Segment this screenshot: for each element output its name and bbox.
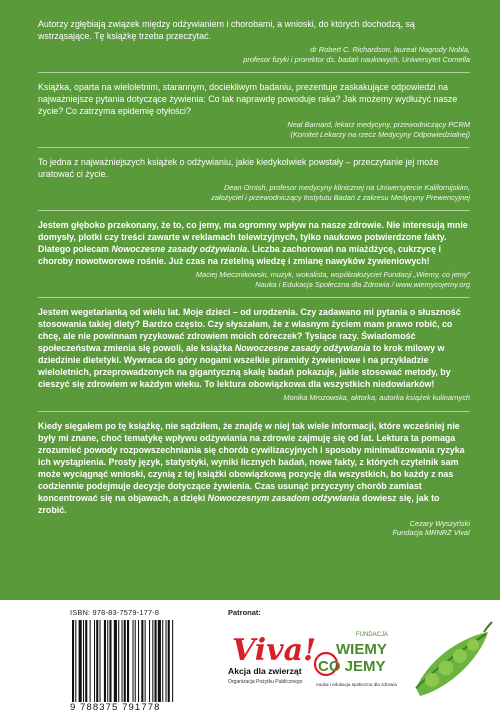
blurb-quote: Książka, oparta na wieloletnim, starannym, dociekliwym badaniu, prezentuje zaskakujące odpowiedzi na najważniejsze pytania dotyczące żywienia: Co tak naprawdę powoduje raka? Jak możemy wydłużyć nasze życie? Co zatrzyma epidemię otyłości? [38, 82, 458, 116]
blurb-quote: Jestem wegetarianką od wielu lat. Moje dzieci – od urodzenia. Czy zadawano mi pytania o słuszność stosowania takiej diety? Bardzo często. Czy słyszałam, że z własnym życiem mam prawo robić, co chcę, ale nie powinnam ryzykować zdrowiem moich córeczek? Tysiące razy. Świadomość społeczeństwa zmienia się powoli, ale książka Nowoczesne zasady odżywiania to krok milowy w dziedzinie dietetyki. Wywraca do góry nogami wszelkie piramidy żywieniowe i na przykładzie wieloletnich, przeprowadzonych na gigantyczną skalę badań pokazuje, jakie stosować metody, by cieszyć się zdrowiem w każdym wieku. To lektura obowiązkowa dla wszystkich niedowiarków! [38, 307, 461, 389]
blurb-attribution: Dean Ornish, profesor medycyny klinicznej na Uniwersytecie Kalifornijskim, założyciel i przewodniczący Instytutu Badań z zakresu Medycyny Prewencyjnej [211, 183, 470, 202]
blurb-attribution: Neal Barnard, lekarz medycyny, przewodniczący PCRM (Komitet Lekarzy na rzecz Medycyny Odpowiedzialnej) [287, 120, 470, 139]
barcode-bar [83, 620, 84, 702]
blurb-attribution: Maciej Miecznikowski, muzyk, wokalista, współzałożyciel Fundacji „Wiemy, co jemy” Nauka i Edukacja Społeczna dla Zdrowia / www.wiemycojemy.org [195, 270, 470, 289]
barcode-bar [118, 620, 119, 702]
blurb-quote: To jedna z najważniejszych książek o odżywianiu, jakie kiedykolwiek powstały – przeczytanie jej może uratować ci życie. [38, 157, 439, 179]
blurb-barnard [38, 81, 470, 139]
barcode-bar [127, 620, 129, 702]
barcode-bar [155, 620, 157, 702]
barcode-bar [133, 620, 134, 702]
blurb-attribution: Cezary Wyszyński Fundacja MRNRZ Viva! [392, 518, 470, 537]
barcode-bar [124, 620, 126, 702]
barcode-bar [72, 620, 74, 702]
divider [38, 297, 470, 298]
barcode-bar [145, 620, 146, 702]
barcode-bar [149, 620, 150, 702]
wiemy-co-jemy-logo-icon [312, 624, 404, 696]
barcode-bar [79, 620, 82, 702]
barcode-bar [172, 620, 173, 702]
barcode-bar [75, 620, 76, 702]
barcode-bar [158, 620, 161, 702]
barcode-bar [94, 620, 95, 702]
isbn-label: ISBN: 978-83-7579-177-8 [70, 608, 160, 617]
wiemy-word2: CO JEMY [318, 658, 386, 675]
barcode-bar [107, 620, 108, 702]
barcode-bar [135, 620, 136, 702]
wiemy-word1: WIEMY [336, 641, 387, 658]
barcode-digits: 9 788375 791778 [70, 702, 161, 713]
blurb-quote: Kiedy sięgałem po tę książkę, nie sądziłem, że znajdę w niej tak wiele informacji, które wcześniej nie były mi znane, choć tematykę wpływu odżywiania na zdrowie zajmuję się od lat. Lektura ta pomaga zrozumieć powody rozpowszechniania się chorób cywilizacyjnych i sposoby minimalizowania ryzyka ich wystąpienia. Prosty język, statystyki, wyniki licznych badań, nowe fakty, z których czytelnik sam może wyciągnąć wnioski, czynią z tej książki obowiązkową pozycję dla wszystkich, bo każdy z nas codziennie podejmuje decyzje dotyczące żywienia. Czas usunąć przyczyny chorób zamiast koncentrować się na objawach, a dzięki Nowoczesnym zasadom odżywiania dowiesz się, jak to zrobić. [38, 420, 465, 515]
pea-pod-icon [410, 618, 492, 708]
divider [38, 147, 470, 148]
viva-wordmark: Viva! [232, 633, 317, 668]
blurb-mrozowska [38, 306, 470, 403]
barcode-bar [96, 620, 98, 702]
wiemy-sub: nauka i edukacja społeczna dla zdrowia [316, 682, 397, 687]
blurb-quote: Autorzy zgłębiają związek między odżywianiem i chorobami, a wnioski, do których dochodzą, są wstrząsające. Tę książkę trzeba przeczytać. [38, 19, 415, 41]
viva-org: Organizacja Pożytku Publicznego [228, 679, 303, 685]
barcode-bar [100, 620, 101, 702]
viva-logo-icon [224, 622, 317, 700]
divider [38, 210, 470, 211]
barcode-bar [104, 620, 106, 702]
divider [38, 72, 470, 73]
wiemy-fundacja: FUNDACJA [356, 632, 389, 638]
viva-tagline: Akcja dla zwierząt [228, 666, 302, 676]
blurb-miecznikowski [38, 219, 470, 289]
divider [38, 411, 470, 412]
barcode-bar [138, 620, 139, 702]
blurb-attribution: dr Robert C. Richardson, laureat Nagrody Nobla, profesor fizyki i prorektor ds. badań naukowych, Uniwersytet Cornella [243, 45, 470, 64]
barcode-bar [114, 620, 117, 702]
blurb-richardson [38, 18, 470, 64]
barcode-bar [85, 620, 87, 702]
barcode-bar [122, 620, 123, 702]
blurb-attribution: Monika Mrozowska, aktorka, autorka książek kulinarnych [283, 393, 470, 402]
barcode-bar [168, 620, 170, 702]
barcode-bar [166, 620, 167, 702]
barcode-bar [90, 620, 91, 702]
blurb-ornish [38, 156, 470, 202]
barcode-bar [141, 620, 143, 702]
isbn-block [70, 608, 210, 716]
barcode-icon [70, 620, 210, 702]
barcode-bar [109, 620, 111, 702]
blurb-wyszynski [38, 420, 470, 538]
blurb-quote: Jestem głęboko przekonany, że to, co jemy, ma ogromny wpływ na nasze zdrowie. Nie interesują mnie domysły, plotki czy treści zawarte w reklamach telewizyjnych, tylko naukowo potwierdzone fakty. Dlatego polecam Nowoczesne zasady odżywiania. Liczba zachorowań na miażdżycę, cukrzycę i choroby nowotworowe rośnie. Już czas na rzetelną wiedzę i zmianę nawyków żywieniowych! [38, 220, 468, 266]
barcode-bar [152, 620, 153, 702]
patronat-label: Patronat: [228, 608, 261, 617]
barcode-bar [162, 620, 163, 702]
blurbs-list [38, 18, 470, 538]
